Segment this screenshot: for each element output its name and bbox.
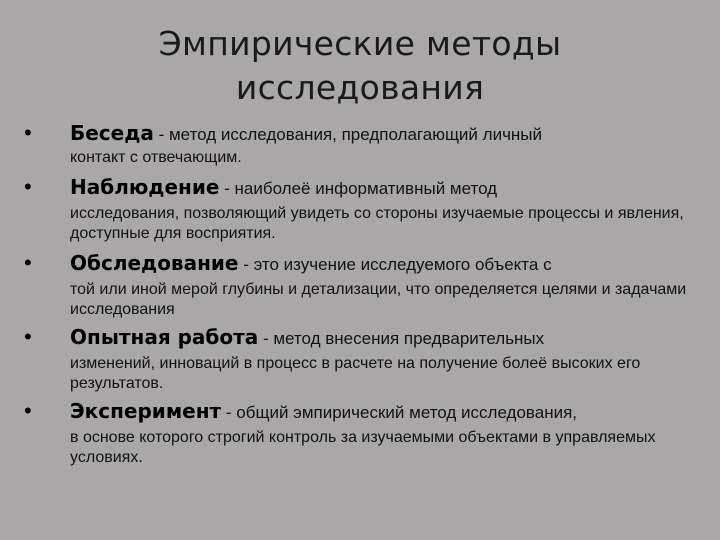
bullet-icon: • <box>24 174 32 199</box>
item-lead <box>70 326 544 350</box>
bullet-icon: • <box>24 120 32 145</box>
bullet-icon: • <box>24 250 32 275</box>
item-lead <box>70 252 552 276</box>
title-line-1: Эмпирические методы <box>158 24 562 63</box>
item-term: Эксперимент <box>70 399 222 423</box>
item-first-line: - общий эмпирический метод исследования, <box>221 403 578 422</box>
item-first-line: - наиболеё информативный метод <box>219 179 498 198</box>
item-term: Наблюдение <box>70 175 220 199</box>
item-continuation: контакт с отвечающим. <box>70 149 242 166</box>
item-term: Опытная работа <box>70 325 259 349</box>
item-continuation: исследования, позволяющий увидеть со стороны изучаемые процессы и явления, доступные для восприятия. <box>70 205 684 242</box>
item-term: Беседа <box>70 121 154 145</box>
bullet-icon: • <box>24 324 32 349</box>
item-first-line: - это изучение исследуемого объекта с <box>238 255 552 274</box>
item-continuation: изменений, инноваций в процесс в расчете на получение болеё высоких его результатов. <box>70 355 641 392</box>
item-lead <box>70 122 542 146</box>
item-first-line: - метод исследования, предполагающий личный <box>153 125 543 144</box>
item-term: Обследование <box>70 251 239 275</box>
item-lead <box>70 176 497 200</box>
title-line-2: исследования <box>235 68 485 107</box>
bullet-icon: • <box>24 398 32 423</box>
item-lead <box>70 400 577 424</box>
item-first-line: - метод внесения предварительных <box>258 329 545 348</box>
item-continuation: в основе которого строгий контроль за изучаемыми объектами в управляемых условиях. <box>70 429 656 466</box>
item-continuation: той или иной мерой глубины и детализации, что определяется целями и задачами исследования <box>70 281 687 318</box>
